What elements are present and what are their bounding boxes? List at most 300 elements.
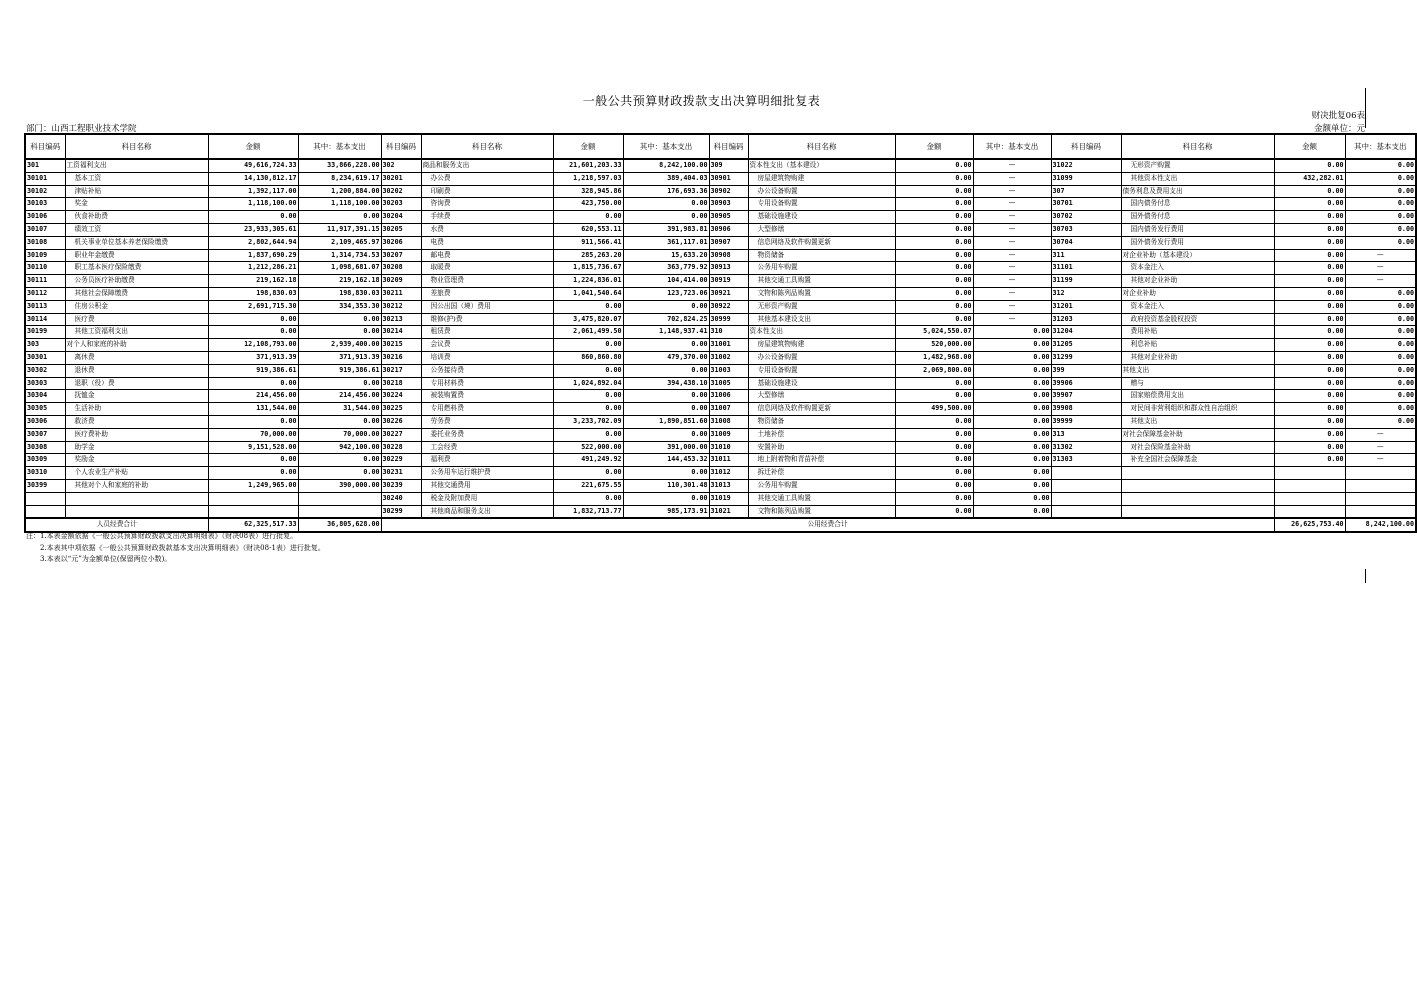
subject-code: 311 <box>1051 249 1121 262</box>
basic-expenditure-cell: — <box>1345 275 1416 288</box>
subject-name: 拆迁补偿 <box>748 467 895 480</box>
basic-expenditure-cell: 1,200,884.00 <box>298 185 381 198</box>
basic-expenditure-cell: 0.00 <box>973 479 1051 492</box>
basic-expenditure-cell: 0.00 <box>623 198 709 211</box>
subject-code: 31003 <box>709 364 748 377</box>
subject-name: 其他交通工具购置 <box>748 492 895 505</box>
column-header: 科目编码 <box>1051 134 1121 159</box>
basic-expenditure-cell: 123,723.06 <box>623 287 709 300</box>
subject-code: 30213 <box>381 313 421 326</box>
subject-code: 31199 <box>1051 275 1121 288</box>
subject-code: 31204 <box>1051 326 1121 339</box>
subject-code: 30310 <box>25 467 65 480</box>
subject-code: 30214 <box>381 326 421 339</box>
amount-cell: 0.00 <box>895 262 973 275</box>
basic-expenditure-cell: 1,890,851.60 <box>623 415 709 428</box>
subject-code <box>1051 479 1121 492</box>
personnel-total-label: 人员经费合计 <box>25 518 208 532</box>
subject-name: 伙食补助费 <box>65 211 208 224</box>
basic-expenditure-cell: 334,353.30 <box>298 300 381 313</box>
basic-expenditure-cell: 0.00 <box>1345 415 1416 428</box>
subject-name: 其他基本建设支出 <box>748 313 895 326</box>
amount-cell: 0.00 <box>1274 262 1345 275</box>
subject-code: 30399 <box>25 479 65 492</box>
subject-code: 30905 <box>709 211 748 224</box>
basic-expenditure-cell: 371,913.39 <box>298 351 381 364</box>
basic-expenditure-cell: 2,109,465.97 <box>298 236 381 249</box>
basic-expenditure-cell: 0.00 <box>1345 339 1416 352</box>
amount-cell: 0.00 <box>895 428 973 441</box>
basic-expenditure-cell: 390,000.00 <box>298 479 381 492</box>
basic-expenditure-cell: 389,404.03 <box>623 172 709 185</box>
subject-name: 专用材料费 <box>421 377 553 390</box>
amount-cell: 0.00 <box>895 211 973 224</box>
amount-cell: 328,945.86 <box>553 185 623 198</box>
subject-code <box>25 492 65 505</box>
subject-name: 绩效工资 <box>65 223 208 236</box>
subject-name: 培训费 <box>421 351 553 364</box>
column-header: 科目名称 <box>65 134 208 159</box>
table-row <box>25 236 1416 249</box>
amount-cell: 198,830.03 <box>208 287 298 300</box>
amount-cell: 0.00 <box>1274 159 1345 172</box>
amount-cell: 0.00 <box>1274 326 1345 339</box>
subject-code <box>1051 467 1121 480</box>
basic-expenditure-cell: 394,438.10 <box>623 377 709 390</box>
subject-name: 办公设备购置 <box>748 185 895 198</box>
table-row <box>25 185 1416 198</box>
subject-code: 30231 <box>381 467 421 480</box>
page-edge-line-bottom <box>1365 569 1366 583</box>
amount-cell: 0.00 <box>895 313 973 326</box>
table-row <box>25 492 1416 505</box>
subject-name: 其他商品和服务支出 <box>421 505 553 518</box>
subject-name <box>1121 505 1274 518</box>
basic-expenditure-cell: 2,939,400.00 <box>298 339 381 352</box>
subject-code: 30217 <box>381 364 421 377</box>
basic-expenditure-cell: 8,242,100.00 <box>623 159 709 172</box>
amount-cell: 0.00 <box>1274 300 1345 313</box>
amount-cell: 1,815,736.67 <box>553 262 623 275</box>
column-header: 金额 <box>895 134 973 159</box>
amount-cell: 1,482,968.00 <box>895 351 973 364</box>
subject-name: 费用补贴 <box>1121 326 1274 339</box>
amount-cell: 0.00 <box>1274 428 1345 441</box>
amount-cell: 3,233,702.09 <box>553 415 623 428</box>
amount-cell: 0.00 <box>553 339 623 352</box>
basic-expenditure-cell: 0.00 <box>623 339 709 352</box>
table-row <box>25 351 1416 364</box>
basic-expenditure-cell: 0.00 <box>973 505 1051 518</box>
basic-expenditure-cell: 0.00 <box>623 211 709 224</box>
basic-expenditure-cell <box>298 505 381 518</box>
basic-expenditure-cell: — <box>973 275 1051 288</box>
subject-name: 国家赔偿费用支出 <box>1121 390 1274 403</box>
subject-name <box>65 505 208 518</box>
basic-expenditure-cell: 0.00 <box>298 377 381 390</box>
subject-code: 30229 <box>381 454 421 467</box>
table-row <box>25 339 1416 352</box>
subject-name: 咨询费 <box>421 198 553 211</box>
amount-cell: 0.00 <box>895 415 973 428</box>
basic-expenditure-cell: 110,301.48 <box>623 479 709 492</box>
subject-code: 30306 <box>25 415 65 428</box>
amount-cell: 221,675.55 <box>553 479 623 492</box>
table-number: 财决批复06表 <box>1311 111 1365 121</box>
subject-code: 30201 <box>381 172 421 185</box>
basic-expenditure-cell: 0.00 <box>298 326 381 339</box>
footnote-3: 3.本表以“元”为金额单位(保留两位小数)。 <box>40 555 172 563</box>
subject-name: 生活补助 <box>65 403 208 416</box>
amount-cell: 0.00 <box>895 198 973 211</box>
basic-expenditure-cell: 0.00 <box>1345 313 1416 326</box>
subject-name: 公务员医疗补助缴费 <box>65 275 208 288</box>
subject-code: 30207 <box>381 249 421 262</box>
amount-cell <box>1274 479 1345 492</box>
amount-cell: 0.00 <box>208 211 298 224</box>
table-row <box>25 454 1416 467</box>
column-header: 科目名称 <box>748 134 895 159</box>
subject-code: 30112 <box>25 287 65 300</box>
subject-code: 310 <box>709 326 748 339</box>
basic-expenditure-cell <box>1345 479 1416 492</box>
basic-expenditure-cell: 0.00 <box>973 326 1051 339</box>
subject-name: 房屋建筑物购建 <box>748 339 895 352</box>
table-row <box>25 172 1416 185</box>
basic-expenditure-cell <box>298 492 381 505</box>
subject-code: 30901 <box>709 172 748 185</box>
subject-name: 利息补贴 <box>1121 339 1274 352</box>
column-header: 金额 <box>1274 134 1345 159</box>
amount-cell: 0.00 <box>208 377 298 390</box>
amount-cell: 3,475,820.07 <box>553 313 623 326</box>
subject-code: 30206 <box>381 236 421 249</box>
amount-cell: 1,218,597.03 <box>553 172 623 185</box>
subject-name: 邮电费 <box>421 249 553 262</box>
table-row <box>25 287 1416 300</box>
amount-cell: 0.00 <box>553 403 623 416</box>
basic-expenditure-cell: 219,162.18 <box>298 275 381 288</box>
basic-expenditure-cell: — <box>1345 441 1416 454</box>
basic-expenditure-cell <box>1345 467 1416 480</box>
subject-name: 公务接待费 <box>421 364 553 377</box>
subject-name: 机关事业单位基本养老保险缴费 <box>65 236 208 249</box>
subject-code: 309 <box>709 159 748 172</box>
basic-expenditure-cell: 0.00 <box>298 415 381 428</box>
amount-cell: 520,000.00 <box>895 339 973 352</box>
subject-name: 土地补偿 <box>748 428 895 441</box>
basic-expenditure-cell: 0.00 <box>1345 185 1416 198</box>
subject-name: 赠与 <box>1121 377 1274 390</box>
basic-expenditure-cell: — <box>973 287 1051 300</box>
basic-expenditure-cell: — <box>973 211 1051 224</box>
basic-expenditure-cell: 0.00 <box>298 467 381 480</box>
subject-name: 文物和陈列品购置 <box>748 287 895 300</box>
amount-cell: 919,386.61 <box>208 364 298 377</box>
table-row <box>25 262 1416 275</box>
amount-cell <box>208 492 298 505</box>
basic-expenditure-cell: — <box>973 313 1051 326</box>
subject-code: 31006 <box>709 390 748 403</box>
basic-expenditure-cell: 361,117.01 <box>623 236 709 249</box>
subject-code: 30302 <box>25 364 65 377</box>
subject-name: 政府投资基金股权投资 <box>1121 313 1274 326</box>
subject-name: 资本金注入 <box>1121 262 1274 275</box>
subject-name: 水费 <box>421 223 553 236</box>
subject-name: 电费 <box>421 236 553 249</box>
subject-code: 30109 <box>25 249 65 262</box>
subject-name: 奖金 <box>65 198 208 211</box>
subject-name: 信息网络及软件购置更新 <box>748 236 895 249</box>
subject-code: 31005 <box>709 377 748 390</box>
subject-code: 31019 <box>709 492 748 505</box>
subject-name: 其他交通工具购置 <box>748 275 895 288</box>
table-row <box>25 428 1416 441</box>
amount-cell: 0.00 <box>553 300 623 313</box>
subject-code: 31011 <box>709 454 748 467</box>
table-row <box>25 390 1416 403</box>
table-row <box>25 467 1416 480</box>
personnel-total-amount: 62,325,517.33 <box>208 518 298 532</box>
basic-expenditure-cell: — <box>973 185 1051 198</box>
subject-name: 职业年金缴费 <box>65 249 208 262</box>
basic-expenditure-cell: 0.00 <box>298 454 381 467</box>
subject-name: 职工基本医疗保险缴费 <box>65 262 208 275</box>
basic-expenditure-cell: 919,386.61 <box>298 364 381 377</box>
subject-name <box>1121 492 1274 505</box>
subject-name: 基础设施建设 <box>748 211 895 224</box>
basic-expenditure-cell: 0.00 <box>623 428 709 441</box>
amount-cell: 0.00 <box>895 275 973 288</box>
subject-name: 其他交通费用 <box>421 479 553 492</box>
subject-code: 31299 <box>1051 351 1121 364</box>
subject-name <box>1121 479 1274 492</box>
amount-cell: 285,263.20 <box>553 249 623 262</box>
subject-code: 30209 <box>381 275 421 288</box>
subject-name: 资本性支出 <box>748 326 895 339</box>
basic-expenditure-cell: 0.00 <box>1345 390 1416 403</box>
subject-code: 31203 <box>1051 313 1121 326</box>
subject-name: 对社会保险基金补助 <box>1121 441 1274 454</box>
subject-code: 39907 <box>1051 390 1121 403</box>
subject-code: 30227 <box>381 428 421 441</box>
basic-expenditure-cell: 214,456.00 <box>298 390 381 403</box>
amount-cell: 0.00 <box>1274 287 1345 300</box>
basic-expenditure-cell <box>1345 505 1416 518</box>
basic-expenditure-cell: 0.00 <box>298 211 381 224</box>
table-row <box>25 249 1416 262</box>
amount-cell: 620,553.11 <box>553 223 623 236</box>
subject-code: 30902 <box>709 185 748 198</box>
subject-name: 退职（役）费 <box>65 377 208 390</box>
basic-expenditure-cell: 104,414.00 <box>623 275 709 288</box>
subject-name: 福利费 <box>421 454 553 467</box>
subject-code: 31205 <box>1051 339 1121 352</box>
subject-name: 无形资产购置 <box>1121 159 1274 172</box>
table-row <box>25 300 1416 313</box>
basic-expenditure-cell: 942,100.00 <box>298 441 381 454</box>
basic-expenditure-cell: — <box>973 236 1051 249</box>
expenditure-detail-table <box>24 133 1417 533</box>
amount-cell: 0.00 <box>1274 198 1345 211</box>
subject-name: 债务利息及费用支出 <box>1121 185 1274 198</box>
subject-name: 对个人和家庭的补助 <box>65 339 208 352</box>
subject-code: 30212 <box>381 300 421 313</box>
subject-name: 医疗费补助 <box>65 428 208 441</box>
basic-expenditure-cell: — <box>973 159 1051 172</box>
basic-expenditure-cell: 0.00 <box>623 403 709 416</box>
basic-expenditure-cell: 985,173.91 <box>623 505 709 518</box>
subject-name: 公务用车购置 <box>748 479 895 492</box>
amount-cell: 371,913.39 <box>208 351 298 364</box>
amount-cell: 0.00 <box>553 211 623 224</box>
amount-cell: 0.00 <box>1274 211 1345 224</box>
subject-code: 31013 <box>709 479 748 492</box>
subject-code: 30299 <box>381 505 421 518</box>
table-row <box>25 198 1416 211</box>
subject-code: 313 <box>1051 428 1121 441</box>
amount-cell: 2,069,800.00 <box>895 364 973 377</box>
table-row <box>25 403 1416 416</box>
basic-expenditure-cell: 198,830.03 <box>298 287 381 300</box>
amount-cell: 0.00 <box>895 505 973 518</box>
subject-code: 39906 <box>1051 377 1121 390</box>
subject-code: 30225 <box>381 403 421 416</box>
subject-name: 印刷费 <box>421 185 553 198</box>
subject-name: 办公设备购置 <box>748 351 895 364</box>
basic-expenditure-cell: 0.00 <box>973 467 1051 480</box>
subject-code: 30304 <box>25 390 65 403</box>
column-header: 科目名称 <box>421 134 553 159</box>
subject-code: 30215 <box>381 339 421 352</box>
amount-cell: 0.00 <box>1274 223 1345 236</box>
basic-expenditure-cell: 0.00 <box>1345 236 1416 249</box>
table-row <box>25 223 1416 236</box>
subject-name: 文物和陈列品购置 <box>748 505 895 518</box>
subject-code <box>1051 492 1121 505</box>
basic-expenditure-cell: 0.00 <box>1345 159 1416 172</box>
column-header: 科目名称 <box>1121 134 1274 159</box>
amount-cell: 0.00 <box>895 236 973 249</box>
amount-cell: 0.00 <box>1274 415 1345 428</box>
subject-code: 31022 <box>1051 159 1121 172</box>
basic-expenditure-cell: 0.00 <box>1345 403 1416 416</box>
amount-cell: 0.00 <box>553 467 623 480</box>
subject-code: 31201 <box>1051 300 1121 313</box>
amount-cell: 1,249,965.00 <box>208 479 298 492</box>
basic-expenditure-cell: 0.00 <box>1345 198 1416 211</box>
table-row <box>25 211 1416 224</box>
basic-expenditure-cell: — <box>973 198 1051 211</box>
subject-code: 30908 <box>709 249 748 262</box>
subject-name: 劳务费 <box>421 415 553 428</box>
subject-name: 个人农业生产补贴 <box>65 467 208 480</box>
subject-name: 办公费 <box>421 172 553 185</box>
amount-cell: 522,000.00 <box>553 441 623 454</box>
basic-expenditure-cell: 8,234,619.17 <box>298 172 381 185</box>
subject-name: 无形资产购置 <box>748 300 895 313</box>
subject-code: 30308 <box>25 441 65 454</box>
subject-name: 委托业务费 <box>421 428 553 441</box>
subject-code: 31008 <box>709 415 748 428</box>
basic-expenditure-cell: 0.00 <box>1345 223 1416 236</box>
basic-expenditure-cell: — <box>973 172 1051 185</box>
subject-code: 30107 <box>25 223 65 236</box>
column-header: 其中：基本支出 <box>973 134 1051 159</box>
subject-code: 30199 <box>25 326 65 339</box>
basic-expenditure-cell: 0.00 <box>1345 287 1416 300</box>
amount-cell: 499,500.00 <box>895 403 973 416</box>
subject-code: 312 <box>1051 287 1121 300</box>
subject-code <box>25 505 65 518</box>
subject-code: 30216 <box>381 351 421 364</box>
subject-code: 30305 <box>25 403 65 416</box>
basic-expenditure-cell: 1,118,100.00 <box>298 198 381 211</box>
table-row <box>25 159 1416 172</box>
table-row <box>25 326 1416 339</box>
subject-name: 信息网络及软件购置更新 <box>748 403 895 416</box>
subject-code <box>1051 505 1121 518</box>
subject-code: 30204 <box>381 211 421 224</box>
subject-name: 其他对企业补助 <box>1121 275 1274 288</box>
subject-name: 资本金注入 <box>1121 300 1274 313</box>
amount-cell: 1,024,892.04 <box>553 377 623 390</box>
basic-expenditure-cell: 0.00 <box>623 492 709 505</box>
basic-expenditure-cell: 70,000.00 <box>298 428 381 441</box>
subject-name: 资本性支出（基本建设） <box>748 159 895 172</box>
subject-name: 基本工资 <box>65 172 208 185</box>
public-total-basic: 8,242,100.00 <box>1345 518 1416 532</box>
subject-code: 31001 <box>709 339 748 352</box>
amount-cell: 0.00 <box>895 287 973 300</box>
subject-code: 30202 <box>381 185 421 198</box>
basic-expenditure-cell: 176,693.36 <box>623 185 709 198</box>
subject-name: 对企业补助（基本建设） <box>1121 249 1274 262</box>
subject-name: 其他对企业补助 <box>1121 351 1274 364</box>
column-header: 其中：基本支出 <box>1345 134 1416 159</box>
amount-cell: 0.00 <box>208 467 298 480</box>
subject-name: 国外债务发行费用 <box>1121 236 1274 249</box>
amount-cell: 0.00 <box>1274 185 1345 198</box>
basic-expenditure-cell: 33,866,228.00 <box>298 159 381 172</box>
basic-expenditure-cell: 0.00 <box>973 415 1051 428</box>
subject-code: 30203 <box>381 198 421 211</box>
basic-expenditure-cell: 0.00 <box>973 351 1051 364</box>
subject-name: 专用设备购置 <box>748 364 895 377</box>
table-header-row <box>25 134 1416 159</box>
subject-code: 30113 <box>25 300 65 313</box>
subject-code: 31302 <box>1051 441 1121 454</box>
table-row <box>25 313 1416 326</box>
amount-cell: 0.00 <box>1274 249 1345 262</box>
subject-code: 30307 <box>25 428 65 441</box>
subject-code: 307 <box>1051 185 1121 198</box>
subject-code: 30701 <box>1051 198 1121 211</box>
subject-code: 30922 <box>709 300 748 313</box>
basic-expenditure-cell <box>1345 492 1416 505</box>
amount-cell: 432,282.01 <box>1274 172 1345 185</box>
page-edge-line-top <box>1365 88 1366 128</box>
subject-name: 公务用车运行维护费 <box>421 467 553 480</box>
subject-name: 住房公积金 <box>65 300 208 313</box>
subject-code: 31099 <box>1051 172 1121 185</box>
subject-code: 30240 <box>381 492 421 505</box>
subject-code: 30111 <box>25 275 65 288</box>
subject-code: 30110 <box>25 262 65 275</box>
subject-name: 安置补助 <box>748 441 895 454</box>
column-header: 科目编码 <box>381 134 421 159</box>
subject-name: 大型修缮 <box>748 223 895 236</box>
